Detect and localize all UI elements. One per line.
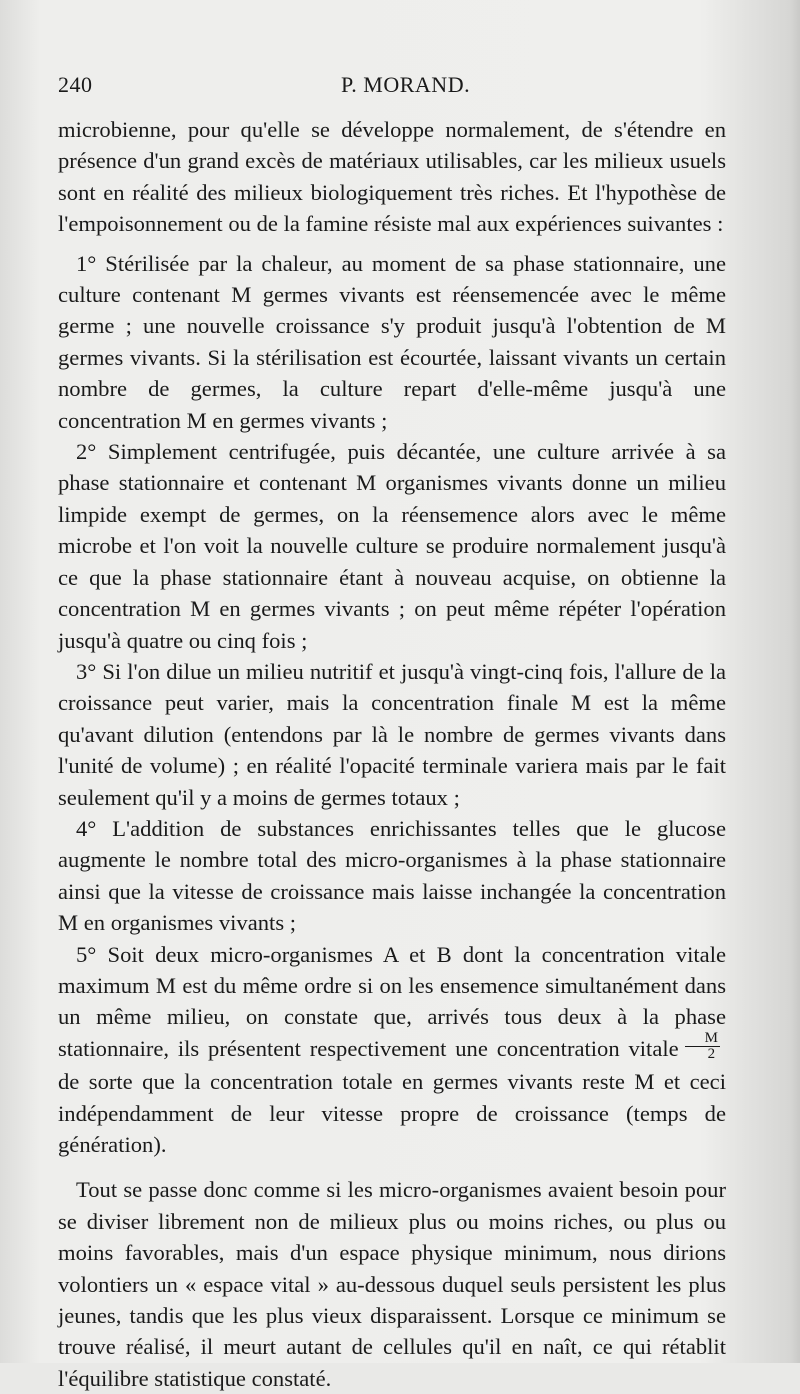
fraction-denominator: 2 xyxy=(707,1046,716,1063)
fraction-numerator: M xyxy=(685,1031,720,1047)
paragraph-item-2: 2° Simplement centrifugée, puis décantée, une culture arrivée à sa phase stationnaire et contenant M organismes vivants donne un milieu limpide exempt de germes, on la réensemence alors avec le même microbe et l'on voit la nouvelle culture se produire normalement jusqu'à ce que la phase stationnaire étant à nouveau acquise, on obtienne la concentration M en germes vivants ; on peut même répéter l'opération jusqu'à quatre ou cinq fois ; xyxy=(58,439,726,653)
page-header xyxy=(58,72,722,102)
paragraph-item-5 xyxy=(58,939,726,1161)
paragraph-conclusion: Tout se passe donc comme si les micro-organismes avaient besoin pour se diviser librement non de milieux plus ou moins riches, ou plus ou moins favorables, mais d'un espace physique minimum, nous dirions volontiers un « espace vital » au-dessous duquel seuls persistent les plus jeunes, tandis que les plus vieux disparaissent. Lorsque ce minimum se trouve réalisé, il meurt autant de cellules qu'il en naît, ce qui rétablit l'équilibre statistique constaté. xyxy=(58,1177,726,1391)
paragraph-item-4: 4° L'addition de substances enrichissantes telles que le glucose augmente le nombre total des micro-organismes à la phase stationnaire ainsi que la vitesse de croissance mais laisse inchangée la concentration M en organismes vivants ; xyxy=(58,815,726,936)
item-5-text-after: de sorte que la concentration totale en germes vivants reste M et ceci indépendamment de leur vitesse propre de croissance (temps de génération). xyxy=(58,1069,726,1157)
paragraph-intro: microbienne, pour qu'elle se développe normalement, de s'étendre en présence d'un grand excès de matériaux utilisables, car les milieux usuels sont en réalité des milieux biologiquement très riches. Et l'hypothèse de l'empoisonnement ou de la famine résiste mal aux expériences suivantes : xyxy=(58,117,726,237)
running-head: P. MORAND. xyxy=(341,72,471,97)
fraction-m-over-2 xyxy=(685,1031,720,1062)
paragraph-item-3: 3° Si l'on dilue un milieu nutritif et jusqu'à vingt-cinq fois, l'allure de la croissance peut varier, mais la concentration finale M est la même qu'avant dilution (entendons par là le nombre de germes vivants dans l'unité de volume) ; en réalité l'opacité terminale variera mais par le fait seulement qu'il y a moins de germes totaux ; xyxy=(58,658,726,810)
page-number: 240 xyxy=(58,72,93,97)
paragraph-item-1: 1° Stérilisée par la chaleur, au moment de sa phase stationnaire, une culture contenant M germes vivants est réensemencée avec le même germe ; une nouvelle croissance s'y produit jusqu'à l'obtention de M germes vivants. Si la stérilisation est écourtée, laissant vivants un certain nombre de germes, la culture repart d'elle-même jusqu'à une concentration M en germes vivants ; xyxy=(58,250,726,433)
body-text xyxy=(58,114,726,1394)
item-5-text-before: 5° Soit deux micro-organismes A et B dont la concentration vitale maximum M est du même ordre si on les ensemence simultanément dans un même milieu, on constate que, arrivés tous deux à la phase stationnaire, ils présentent respectivement une concentration vitale xyxy=(58,941,726,1061)
